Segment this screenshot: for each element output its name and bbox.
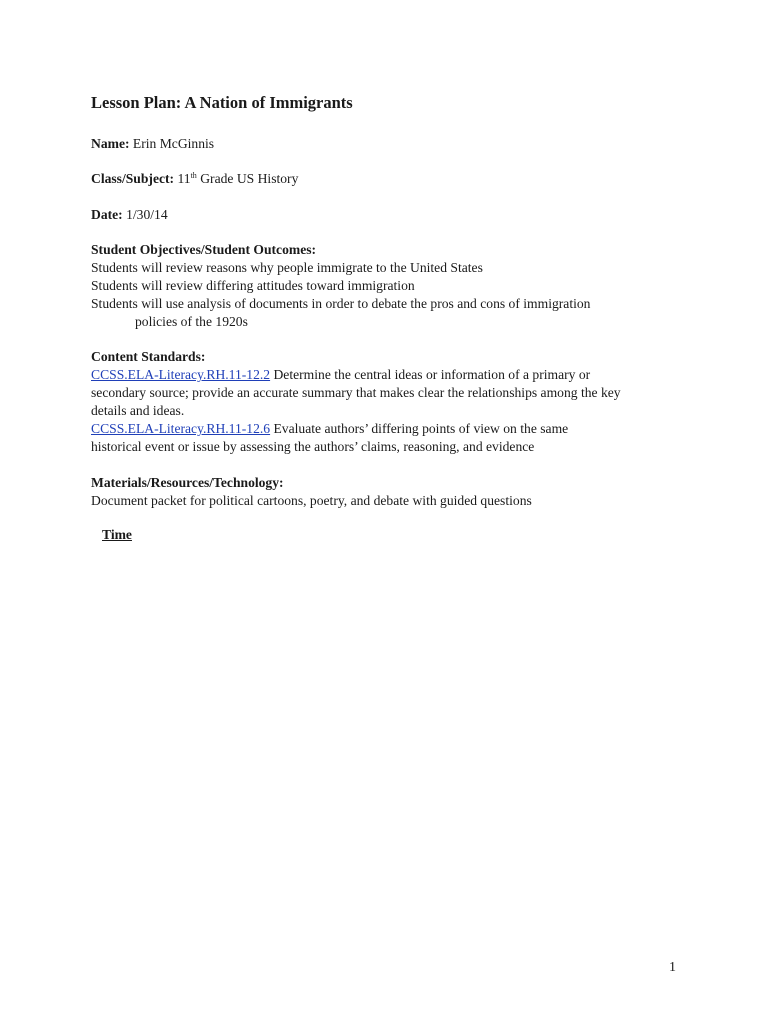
standard-text: secondary source; provide an accurate summary that makes clear the relationships among the key xyxy=(91,385,621,400)
document-title: Lesson Plan: A Nation of Immigrants xyxy=(91,93,353,112)
class-subject-label: Class/Subject: xyxy=(91,171,175,186)
standards-list xyxy=(91,366,691,456)
name-value: Erin McGinnis xyxy=(132,136,215,151)
materials-text-block xyxy=(91,492,691,510)
content-standards-heading: Content Standards: xyxy=(91,349,206,364)
time-heading: Time xyxy=(102,527,132,542)
materials-text: Document packet for political cartoons, poetry, and debate with guided questions xyxy=(91,493,532,508)
standard-text: details and ideas. xyxy=(91,403,185,418)
objective-line: Students will review differing attitudes toward immigration xyxy=(91,278,415,293)
page-number: 1 xyxy=(669,960,676,975)
name-field xyxy=(91,135,214,153)
date-label: Date: xyxy=(91,207,123,222)
standard-link-rh-11-12-6[interactable]: CCSS.ELA-Literacy.RH.11-12.6 xyxy=(91,421,271,436)
standard-text: Evaluate authors’ differing points of view on the same xyxy=(270,421,569,436)
objectives-list xyxy=(91,259,691,331)
standard-text: historical event or issue by assessing the authors’ claims, reasoning, and evidence xyxy=(91,439,535,454)
class-subject-field xyxy=(91,170,298,188)
class-subject-value: Grade US History xyxy=(200,171,299,186)
objective-line: Students will use analysis of documents in order to debate the pros and cons of immigration xyxy=(91,296,591,311)
standard-line xyxy=(91,366,691,384)
objective-line: Students will review reasons why people immigrate to the United States xyxy=(91,260,483,275)
standard-line xyxy=(91,420,691,438)
name-label: Name: xyxy=(91,136,130,151)
standard-link-rh-11-12-2[interactable]: CCSS.ELA-Literacy.RH.11-12.2 xyxy=(91,367,271,382)
materials-heading: Materials/Resources/Technology: xyxy=(91,475,284,490)
standard-text: Determine the central ideas or information of a primary or xyxy=(270,367,591,382)
date-value: 1/30/14 xyxy=(126,207,168,222)
objectives-heading: Student Objectives/Student Outcomes: xyxy=(91,242,317,257)
grade-suffix: th xyxy=(190,171,197,180)
grade-number: 11 xyxy=(177,171,191,186)
objective-line-continuation: policies of the 1920s xyxy=(135,314,248,329)
date-field xyxy=(91,206,168,224)
